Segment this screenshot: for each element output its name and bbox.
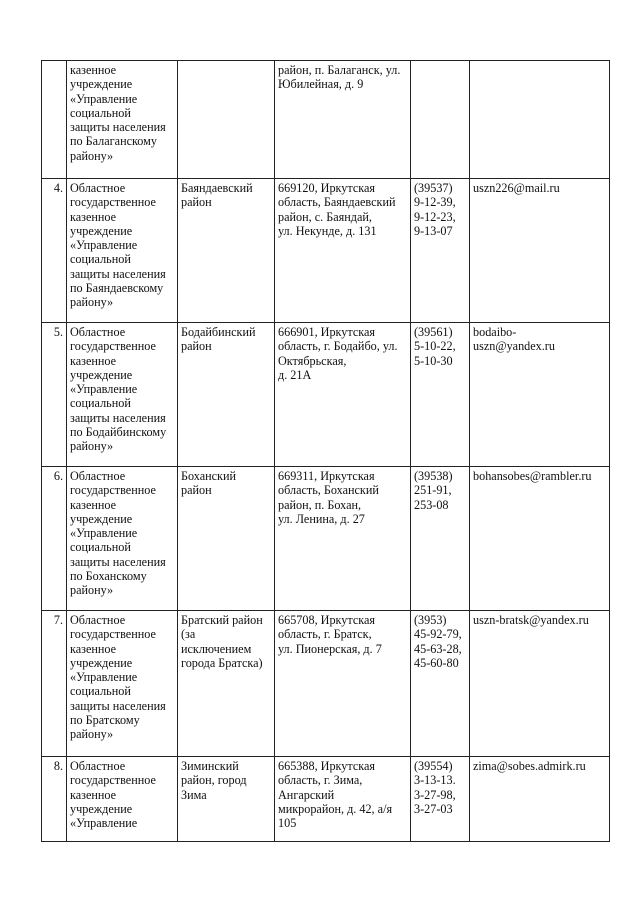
district-name: Братский район (за исключением города Братска) [178,611,275,757]
table-row [42,467,610,611]
phone-numbers: (39561) 5-10-22, 5-10-30 [411,323,470,467]
phone-numbers: (39537) 9-12-39, 9-12-23, 9-13-07 [411,179,470,323]
table-row [42,611,610,757]
district-name: Бодайбинский район [178,323,275,467]
address: район, п. Балаганск, ул. Юбилейная, д. 9 [275,61,411,179]
table-row [42,757,610,842]
row-number: 8. [42,757,67,842]
institution-name: Областное государственное казенное учреждение «Управление [67,757,178,842]
email-address: zima@sobes.admirk.ru [470,757,610,842]
row-number: 4. [42,179,67,323]
social-protection-offices-table [41,60,610,842]
row-number: 6. [42,467,67,611]
address: 669311, Иркутская область, Боханский район, п. Бохан, ул. Ленина, д. 27 [275,467,411,611]
email-address: uszn-bratsk@yandex.ru [470,611,610,757]
table-row [42,323,610,467]
address: 665388, Иркутская область, г. Зима, Ангарский микрорайон, д. 42, а/я 105 [275,757,411,842]
email-address: bohansobes@rambler.ru [470,467,610,611]
email-address [470,61,610,179]
institution-name: казенное учреждение «Управление социальной защиты населения по Балаганскому району» [67,61,178,179]
institution-name: Областное государственное казенное учреждение «Управление социальной защиты населения по Баяндаевскому району» [67,179,178,323]
district-name: Боханский район [178,467,275,611]
row-number: 7. [42,611,67,757]
institution-name: Областное государственное казенное учреждение «Управление социальной защиты населения по Бодайбинскому району» [67,323,178,467]
district-name: Баяндаевский район [178,179,275,323]
district-name: Зиминский район, город Зима [178,757,275,842]
phone-numbers [411,61,470,179]
row-number [42,61,67,179]
row-number: 5. [42,323,67,467]
address: 666901, Иркутская область, г. Бодайбо, ул. Октябрьская, д. 21А [275,323,411,467]
phone-numbers: (3953) 45-92-79, 45-63-28, 45-60-80 [411,611,470,757]
table-row [42,61,610,179]
institution-name: Областное государственное казенное учреждение «Управление социальной защиты населения по Братскому району» [67,611,178,757]
district-name [178,61,275,179]
email-address: uszn226@mail.ru [470,179,610,323]
table-row [42,179,610,323]
phone-numbers: (39554) 3-13-13. 3-27-98, 3-27-03 [411,757,470,842]
address: 665708, Иркутская область, г. Братск, ул. Пионерская, д. 7 [275,611,411,757]
institution-name: Областное государственное казенное учреждение «Управление социальной защиты населения по Боханскому району» [67,467,178,611]
address: 669120, Иркутская область, Баяндаевский район, с. Баяндай, ул. Некунде, д. 131 [275,179,411,323]
phone-numbers: (39538) 251-91, 253-08 [411,467,470,611]
email-address: bodaibo- uszn@yandex.ru [470,323,610,467]
